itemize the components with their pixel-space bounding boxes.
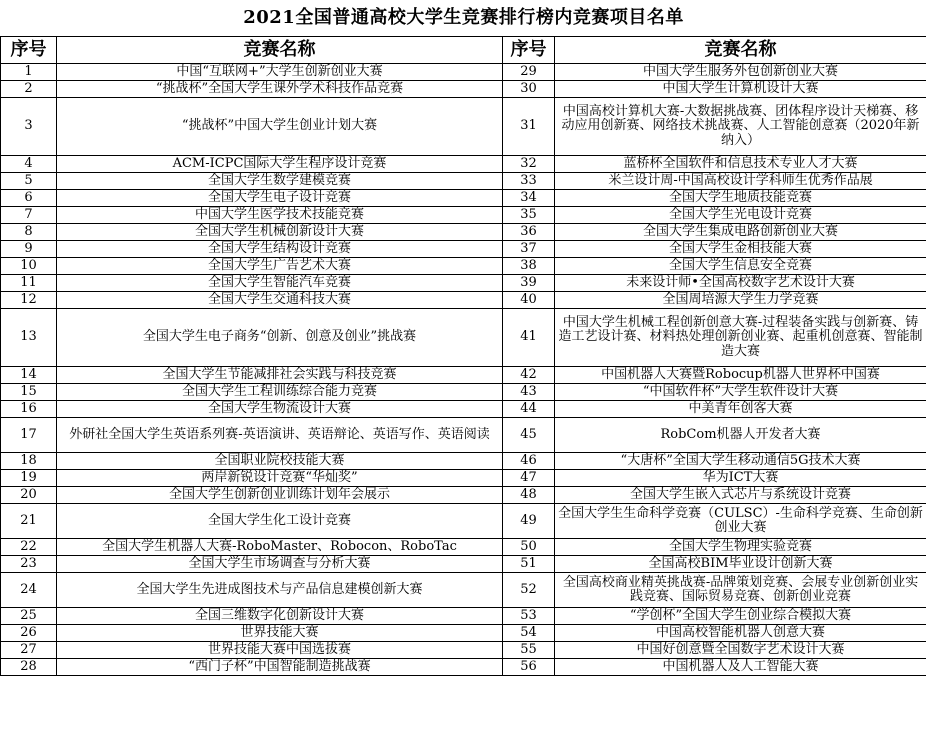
seq-cell: 34 [503, 190, 555, 207]
name-cell: 全国大学生结构设计竞赛 [57, 241, 503, 258]
seq-cell: 15 [1, 384, 57, 401]
title-row [1, 0, 926, 37]
table-row [1, 309, 926, 367]
name-cell: 全国大学生智能汽车竞赛 [57, 275, 503, 292]
name-cell: 中美青年创客大赛 [555, 401, 926, 418]
header-name-left: 竞赛名称 [57, 37, 503, 64]
table-row [1, 539, 926, 556]
name-cell: 中国机器人及人工智能大赛 [555, 659, 926, 676]
table-row [1, 401, 926, 418]
table-row [1, 625, 926, 642]
seq-cell: 55 [503, 642, 555, 659]
name-cell: 全国周培源大学生力学竞赛 [555, 292, 926, 309]
seq-cell: 20 [1, 487, 57, 504]
name-cell: 全国大学生数学建模竞赛 [57, 173, 503, 190]
table-row [1, 384, 926, 401]
table-row [1, 224, 926, 241]
table-row [1, 556, 926, 573]
name-cell: 中国高校计算机大赛-大数据挑战赛、团体程序设计天梯赛、移动应用创新赛、网络技术挑战赛、人工智能创意赛（2020年新纳入） [555, 98, 926, 156]
name-cell: 全国大学生机械创新设计大赛 [57, 224, 503, 241]
seq-cell: 36 [503, 224, 555, 241]
seq-cell: 12 [1, 292, 57, 309]
seq-cell: 26 [1, 625, 57, 642]
name-cell: 世界技能大赛中国选拔赛 [57, 642, 503, 659]
name-cell: 中国大学生医学技术技能竞赛 [57, 207, 503, 224]
seq-cell: 18 [1, 453, 57, 470]
table-row [1, 487, 926, 504]
name-cell: 全国大学生生命科学竞赛（CULSC）-生命科学竞赛、生命创新创业大赛 [555, 504, 926, 539]
name-cell: 全国大学生机器人大赛-RoboMaster、Robocon、RoboTac [57, 539, 503, 556]
seq-cell: 51 [503, 556, 555, 573]
header-name-right: 竞赛名称 [555, 37, 926, 64]
table-row [1, 418, 926, 453]
table-row [1, 367, 926, 384]
seq-cell: 7 [1, 207, 57, 224]
seq-cell: 39 [503, 275, 555, 292]
name-cell: 中国机器人大赛暨Robocup机器人世界杯中国赛 [555, 367, 926, 384]
seq-cell: 6 [1, 190, 57, 207]
table-row [1, 173, 926, 190]
name-cell: 全国大学生物理实验竞赛 [555, 539, 926, 556]
name-cell: 全国大学生交通科技大赛 [57, 292, 503, 309]
seq-cell: 35 [503, 207, 555, 224]
seq-cell: 16 [1, 401, 57, 418]
seq-cell: 33 [503, 173, 555, 190]
name-cell: RobCom机器人开发者大赛 [555, 418, 926, 453]
seq-cell: 9 [1, 241, 57, 258]
name-cell: “挑战杯”全国大学生课外学术科技作品竞赛 [57, 81, 503, 98]
name-cell: 全国大学生信息安全竞赛 [555, 258, 926, 275]
name-cell: 全国大学生创新创业训练计划年会展示 [57, 487, 503, 504]
name-cell: 外研社全国大学生英语系列赛-英语演讲、英语辩论、英语写作、英语阅读 [57, 418, 503, 453]
seq-cell: 52 [503, 573, 555, 608]
name-cell: 两岸新锐设计竞赛“华灿奖” [57, 470, 503, 487]
seq-cell: 22 [1, 539, 57, 556]
name-cell: ACM-ICPC国际大学生程序设计竞赛 [57, 156, 503, 173]
name-cell: 全国三维数字化创新设计大赛 [57, 608, 503, 625]
seq-cell: 50 [503, 539, 555, 556]
table-row [1, 98, 926, 156]
name-cell: 中国大学生服务外包创新创业大赛 [555, 64, 926, 81]
name-cell: 中国大学生计算机设计大赛 [555, 81, 926, 98]
seq-cell: 13 [1, 309, 57, 367]
seq-cell: 21 [1, 504, 57, 539]
table-row [1, 241, 926, 258]
table-row [1, 292, 926, 309]
seq-cell: 19 [1, 470, 57, 487]
seq-cell: 14 [1, 367, 57, 384]
name-cell: “西门子杯”中国智能制造挑战赛 [57, 659, 503, 676]
seq-cell: 24 [1, 573, 57, 608]
name-cell: “大唐杯”全国大学生移动通信5G技术大赛 [555, 453, 926, 470]
seq-cell: 3 [1, 98, 57, 156]
seq-cell: 4 [1, 156, 57, 173]
name-cell: 全国大学生市场调查与分析大赛 [57, 556, 503, 573]
table-row [1, 64, 926, 81]
name-cell: 华为ICT大赛 [555, 470, 926, 487]
seq-cell: 10 [1, 258, 57, 275]
seq-cell: 1 [1, 64, 57, 81]
table-row [1, 258, 926, 275]
table-row [1, 659, 926, 676]
name-cell: 世界技能大赛 [57, 625, 503, 642]
header-row [1, 37, 926, 64]
table-row [1, 573, 926, 608]
seq-cell: 56 [503, 659, 555, 676]
name-cell: 全国大学生电子商务“创新、创意及创业”挑战赛 [57, 309, 503, 367]
name-cell: 全国高校商业精英挑战赛-品牌策划竞赛、会展专业创新创业实践竞赛、国际贸易竞赛、创新创业竞赛 [555, 573, 926, 608]
seq-cell: 2 [1, 81, 57, 98]
table-row [1, 81, 926, 98]
page-title: 2021全国普通高校大学生竞赛排行榜内竞赛项目名单 [243, 6, 684, 28]
table-row [1, 190, 926, 207]
seq-cell: 8 [1, 224, 57, 241]
seq-cell: 53 [503, 608, 555, 625]
name-cell: 全国职业院校技能大赛 [57, 453, 503, 470]
name-cell: 全国大学生化工设计竞赛 [57, 504, 503, 539]
table-row [1, 275, 926, 292]
table-row [1, 453, 926, 470]
seq-cell: 17 [1, 418, 57, 453]
name-cell: 米兰设计周-中国高校设计学科师生优秀作品展 [555, 173, 926, 190]
seq-cell: 42 [503, 367, 555, 384]
name-cell: “中国软件杯”大学生软件设计大赛 [555, 384, 926, 401]
table-row [1, 608, 926, 625]
table-row [1, 504, 926, 539]
table-row [1, 156, 926, 173]
seq-cell: 37 [503, 241, 555, 258]
seq-cell: 43 [503, 384, 555, 401]
seq-cell: 32 [503, 156, 555, 173]
name-cell: 全国高校BIM毕业设计创新大赛 [555, 556, 926, 573]
name-cell: 全国大学生节能减排社会实践与科技竞赛 [57, 367, 503, 384]
name-cell: 全国大学生电子设计竞赛 [57, 190, 503, 207]
table-row [1, 207, 926, 224]
name-cell: “挑战杯”中国大学生创业计划大赛 [57, 98, 503, 156]
seq-cell: 28 [1, 659, 57, 676]
seq-cell: 27 [1, 642, 57, 659]
seq-cell: 40 [503, 292, 555, 309]
name-cell: 中国好创意暨全国数字艺术设计大赛 [555, 642, 926, 659]
seq-cell: 54 [503, 625, 555, 642]
name-cell: 全国大学生物流设计大赛 [57, 401, 503, 418]
table-row [1, 470, 926, 487]
seq-cell: 45 [503, 418, 555, 453]
seq-cell: 44 [503, 401, 555, 418]
name-cell: 全国大学生广告艺术大赛 [57, 258, 503, 275]
name-cell: 全国大学生集成电路创新创业大赛 [555, 224, 926, 241]
name-cell: 全国大学生地质技能竞赛 [555, 190, 926, 207]
header-seq-left: 序号 [1, 37, 57, 64]
name-cell: 全国大学生嵌入式芯片与系统设计竞赛 [555, 487, 926, 504]
name-cell: 中国“互联网+”大学生创新创业大赛 [57, 64, 503, 81]
seq-cell: 23 [1, 556, 57, 573]
seq-cell: 30 [503, 81, 555, 98]
seq-cell: 31 [503, 98, 555, 156]
header-seq-right: 序号 [503, 37, 555, 64]
seq-cell: 48 [503, 487, 555, 504]
name-cell: 中国高校智能机器人创意大赛 [555, 625, 926, 642]
name-cell: 全国大学生先进成图技术与产品信息建模创新大赛 [57, 573, 503, 608]
seq-cell: 5 [1, 173, 57, 190]
name-cell: “学创杯”全国大学生创业综合模拟大赛 [555, 608, 926, 625]
name-cell: 中国大学生机械工程创新创意大赛-过程装备实践与创新赛、铸造工艺设计赛、材料热处理创新创业赛、起重机创意赛、智能制造大赛 [555, 309, 926, 367]
table-row [1, 642, 926, 659]
seq-cell: 11 [1, 275, 57, 292]
seq-cell: 49 [503, 504, 555, 539]
name-cell: 未来设计师•全国高校数字艺术设计大赛 [555, 275, 926, 292]
seq-cell: 41 [503, 309, 555, 367]
name-cell: 全国大学生金相技能大赛 [555, 241, 926, 258]
seq-cell: 25 [1, 608, 57, 625]
seq-cell: 38 [503, 258, 555, 275]
name-cell: 蓝桥杯全国软件和信息技术专业人才大赛 [555, 156, 926, 173]
seq-cell: 29 [503, 64, 555, 81]
name-cell: 全国大学生工程训练综合能力竞赛 [57, 384, 503, 401]
seq-cell: 47 [503, 470, 555, 487]
seq-cell: 46 [503, 453, 555, 470]
name-cell: 全国大学生光电设计竞赛 [555, 207, 926, 224]
